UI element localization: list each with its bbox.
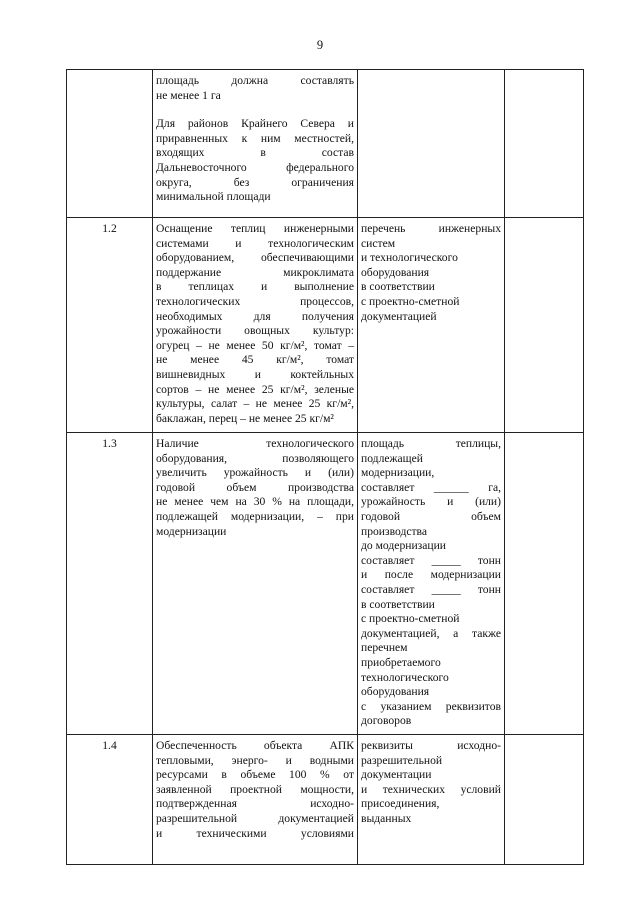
requirement-text-line: модернизации — [156, 524, 227, 538]
requirement-text-line: Для районов Крайнего Севера и — [156, 117, 354, 131]
requirement-text-line: площадь должна составлять — [156, 74, 354, 87]
requirement-text-line: не менее чем на 30 % на площади, — [156, 495, 354, 509]
requirement-text-line: увеличить урожайность и (или) — [156, 466, 354, 480]
requirement-text-line: поддержание микроклимата — [156, 265, 354, 279]
requirement-text-line: подтвержденная исходно- — [156, 797, 354, 811]
requirement-text-line: не менее 45 кг/м², томат — [156, 353, 354, 367]
supporting-documents-line: перечень инженерных — [361, 222, 501, 235]
requirement-text-line: вишневидных и коктейльных — [156, 367, 354, 381]
requirement-text-line — [156, 103, 354, 117]
supporting-documents-line: систем — [361, 236, 396, 250]
supporting-documents-line: документации — [361, 768, 432, 782]
requirement-text-line: и техническими условиями — [156, 826, 354, 840]
requirement-text-line: в теплицах и выполнение — [156, 280, 354, 294]
requirement-text-line: приравненных к ним местностей, — [156, 131, 354, 145]
supporting-documents-line: составляет _____ тонн — [361, 582, 501, 596]
requirement-text-line: Дальневосточного федерального — [156, 160, 354, 174]
supporting-documents-line: присоединения, — [361, 797, 440, 811]
requirement-text-line: необходимых для получения — [156, 309, 354, 323]
table-row — [67, 735, 584, 865]
empty-cell — [505, 70, 584, 218]
empty-cell — [505, 433, 584, 735]
requirement-text-line: технологических процессов, — [156, 294, 354, 308]
supporting-documents-line: выданных — [361, 811, 412, 825]
supporting-documents-line: разрешительной — [361, 753, 443, 767]
requirement-text-line: Наличие технологического — [156, 437, 354, 450]
table-row — [67, 70, 584, 218]
requirement-text-line: не менее 1 га — [156, 88, 221, 102]
requirement-text-line: Оснащение теплиц инженерными — [156, 222, 354, 235]
requirement-text-line: оборудования, позволяющего — [156, 451, 354, 465]
requirement-text-line: подлежащей модернизации, – при — [156, 509, 354, 523]
requirement-text — [153, 218, 358, 433]
supporting-documents-line: урожайность и (или) — [361, 495, 501, 509]
supporting-documents-line: годовой объем — [361, 509, 501, 523]
supporting-documents-line: с указанием реквизитов — [361, 699, 501, 713]
empty-cell — [505, 218, 584, 433]
requirements-table — [66, 69, 584, 865]
table-row — [67, 433, 584, 735]
supporting-documents-line: в соответствии — [361, 280, 435, 294]
requirement-text-line: баклажан, перец – не менее 25 кг/м² — [156, 411, 334, 425]
supporting-documents-line: реквизиты исходно- — [361, 739, 501, 752]
requirement-text-line: культуры, салат – не менее 25 кг/м², — [156, 397, 354, 411]
supporting-documents-line: подлежащей — [361, 451, 423, 465]
requirement-text — [153, 735, 358, 865]
supporting-documents-line: и после модернизации — [361, 568, 501, 582]
requirement-text-line: оборудованием, обеспечивающими — [156, 251, 354, 265]
supporting-documents-line: договоров — [361, 714, 412, 728]
supporting-documents — [358, 218, 505, 433]
supporting-documents-line: производства — [361, 524, 428, 538]
supporting-documents-line: модернизации, — [361, 466, 435, 480]
requirement-text-line: сортов – не менее 25 кг/м², зеленые — [156, 382, 354, 396]
empty-cell — [505, 735, 584, 865]
item-number — [67, 70, 153, 218]
supporting-documents — [358, 70, 505, 218]
supporting-documents-line: с проектно-сметной — [361, 612, 460, 626]
requirement-text-line: Обеспеченность объекта АПК — [156, 739, 354, 752]
requirement-text-line: годовой объем производства — [156, 480, 354, 494]
supporting-documents-line: документацией — [361, 309, 437, 323]
supporting-documents-line: и технологического — [361, 251, 458, 265]
requirement-text-line: округа, без ограничения — [156, 175, 354, 189]
supporting-documents-line: составляет _____ тонн — [361, 553, 501, 567]
supporting-documents-line: документацией, а также — [361, 626, 501, 640]
supporting-documents-line: составляет ______ га, — [361, 480, 501, 494]
supporting-documents-line: с проектно-сметной — [361, 294, 460, 308]
requirement-text — [153, 70, 358, 218]
requirement-text-line: урожайности овощных культур: — [156, 324, 354, 338]
requirement-text-line: огурец – не менее 50 кг/м², томат – — [156, 338, 354, 352]
supporting-documents-line: оборудования — [361, 265, 430, 279]
page-number: 9 — [316, 38, 324, 52]
requirement-text-line: ресурсами в объеме 100 % от — [156, 768, 354, 782]
supporting-documents-line: перечнем — [361, 641, 408, 655]
supporting-documents-line: в соответствии — [361, 597, 435, 611]
requirement-text-line: входящих в состав — [156, 146, 354, 160]
requirement-text-line: минимальной площади — [156, 190, 271, 204]
requirement-text-line: тепловыми, энерго- и водными — [156, 753, 354, 767]
requirement-text-line: заявленной проектной мощности, — [156, 782, 354, 796]
supporting-documents — [358, 735, 505, 865]
supporting-documents — [358, 433, 505, 735]
requirement-text-line: разрешительной документацией — [156, 811, 354, 825]
supporting-documents-line: приобретаемого — [361, 655, 441, 669]
supporting-documents-line: и технических условий — [361, 782, 501, 796]
item-number: 1.2 — [67, 218, 153, 433]
supporting-documents-line: технологического — [361, 670, 449, 684]
requirement-text — [153, 433, 358, 735]
item-number: 1.3 — [67, 433, 153, 735]
supporting-documents-line: оборудования — [361, 685, 430, 699]
supporting-documents-line: площадь теплицы, — [361, 437, 501, 450]
table-row — [67, 218, 584, 433]
requirement-text-line: системами и технологическим — [156, 236, 354, 250]
supporting-documents-line: до модернизации — [361, 539, 446, 553]
item-number: 1.4 — [67, 735, 153, 865]
